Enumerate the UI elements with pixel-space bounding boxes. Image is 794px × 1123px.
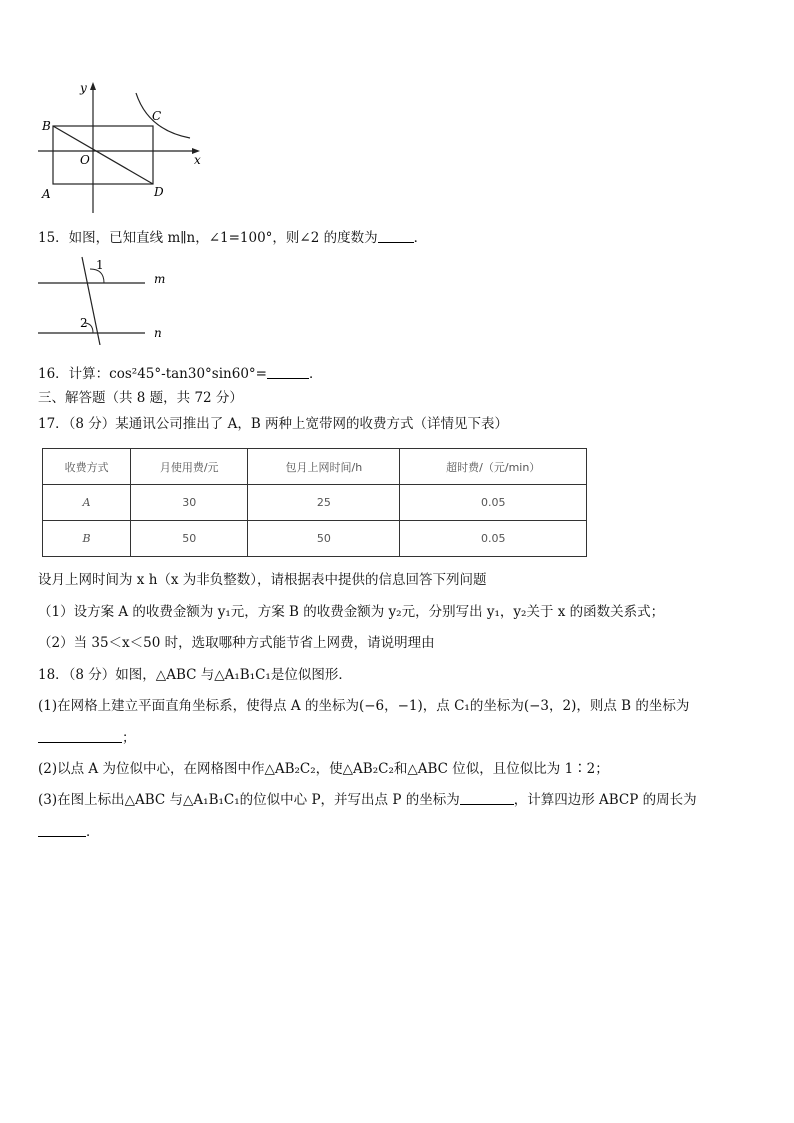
label-angle-1: 1 — [96, 258, 104, 272]
fee-table — [42, 448, 587, 557]
label-o: O — [80, 153, 90, 167]
coordinate-figure — [30, 78, 210, 218]
table-header-cell: 超时费/（元/min） — [400, 449, 587, 485]
y-axis-arrow — [90, 82, 96, 90]
question-18-part-2: (2)以点 A 为位似中心，在网格图中作△AB₂C₂，使△AB₂C₂和△ABC 位似，且位似比为 1∶2； — [38, 761, 609, 777]
table-header-cell: 月使用费/元 — [131, 449, 248, 485]
label-b: B — [42, 119, 51, 133]
question-18-part-3-b: ，计算四边形 ABCP 的周长为 — [513, 792, 697, 808]
table-cell: 25 — [248, 485, 400, 521]
answer-blank-15[interactable] — [378, 230, 414, 243]
table-row — [43, 521, 587, 557]
answer-blank-18-3b[interactable] — [38, 824, 86, 837]
question-17-part-1: （1）设方案 A 的收费金额为 y₁元，方案 B 的收费金额为 y₂元，分别写出 y₁，y₂关于 x 的函数关系式； — [38, 604, 665, 620]
table-cell: 0.05 — [400, 521, 587, 557]
question-18-stem: 18．（8 分）如图，△ABC 与△A₁B₁C₁是位似图形． — [38, 667, 352, 683]
table-header-cell: 收费方式 — [43, 449, 131, 485]
question-18-part-3-answer — [38, 823, 100, 841]
table-cell: 0.05 — [400, 485, 587, 521]
question-16-end: ． — [308, 366, 323, 382]
question-15 — [38, 229, 427, 247]
question-18-part-3-end: ． — [86, 824, 100, 840]
question-16 — [38, 365, 322, 383]
label-angle-2: 2 — [80, 316, 88, 330]
answer-blank-18-3a[interactable] — [460, 792, 514, 805]
table-cell: A — [43, 485, 131, 521]
section-3-title: 三、解答题（共 8 题，共 72 分） — [38, 390, 243, 406]
question-18-part-1: (1)在网格上建立平面直角坐标系，使得点 A 的坐标为(−6，−1)，点 C₁的坐标为(−3，2)，则点 B 的坐标为 — [38, 698, 690, 714]
answer-blank-18-1[interactable] — [38, 730, 122, 743]
question-17-intro: 设月上网时间为 x h（x 为非负整数），请根据表中提供的信息回答下列问题 — [38, 572, 487, 588]
question-15-text: 15．如图，已知直线 m∥n，∠1=100°，则∠2 的度数为 — [38, 230, 378, 246]
label-c: C — [152, 109, 162, 123]
table-cell: 30 — [131, 485, 248, 521]
label-x: x — [194, 153, 201, 167]
label-y: y — [80, 81, 87, 95]
table-cell: 50 — [248, 521, 400, 557]
label-n: n — [154, 326, 162, 340]
question-16-text: 16．计算：cos²45°-tan30°sin60°= — [38, 366, 267, 382]
question-18-part-1-end: ； — [122, 730, 136, 746]
table-cell: 50 — [131, 521, 248, 557]
question-18-part-3 — [38, 791, 697, 809]
diagonal-bd — [53, 126, 153, 184]
label-m: m — [154, 272, 166, 286]
table-row — [43, 485, 587, 521]
table-header-cell: 包月上网时间/h — [248, 449, 400, 485]
question-18-part-1-answer — [38, 729, 136, 747]
table-cell: B — [43, 521, 131, 557]
label-a: A — [42, 187, 51, 201]
answer-blank-16[interactable] — [267, 366, 309, 379]
hyperbola-curve — [136, 93, 190, 138]
question-18-part-3-a: (3)在图上标出△ABC 与△A₁B₁C₁的位似中心 P，并写出点 P 的坐标为 — [38, 792, 460, 808]
question-17-stem: 17．（8 分）某通讯公司推出了 A，B 两种上宽带网的收费方式（详情见下表） — [38, 416, 509, 432]
question-15-end: ． — [413, 230, 428, 246]
label-d: D — [154, 185, 164, 199]
question-17-part-2: （2）当 35＜x＜50 时，选取哪种方式能节省上网费，请说明理由 — [38, 635, 435, 651]
parallel-lines-figure — [30, 255, 180, 345]
table-header-row — [43, 449, 587, 485]
